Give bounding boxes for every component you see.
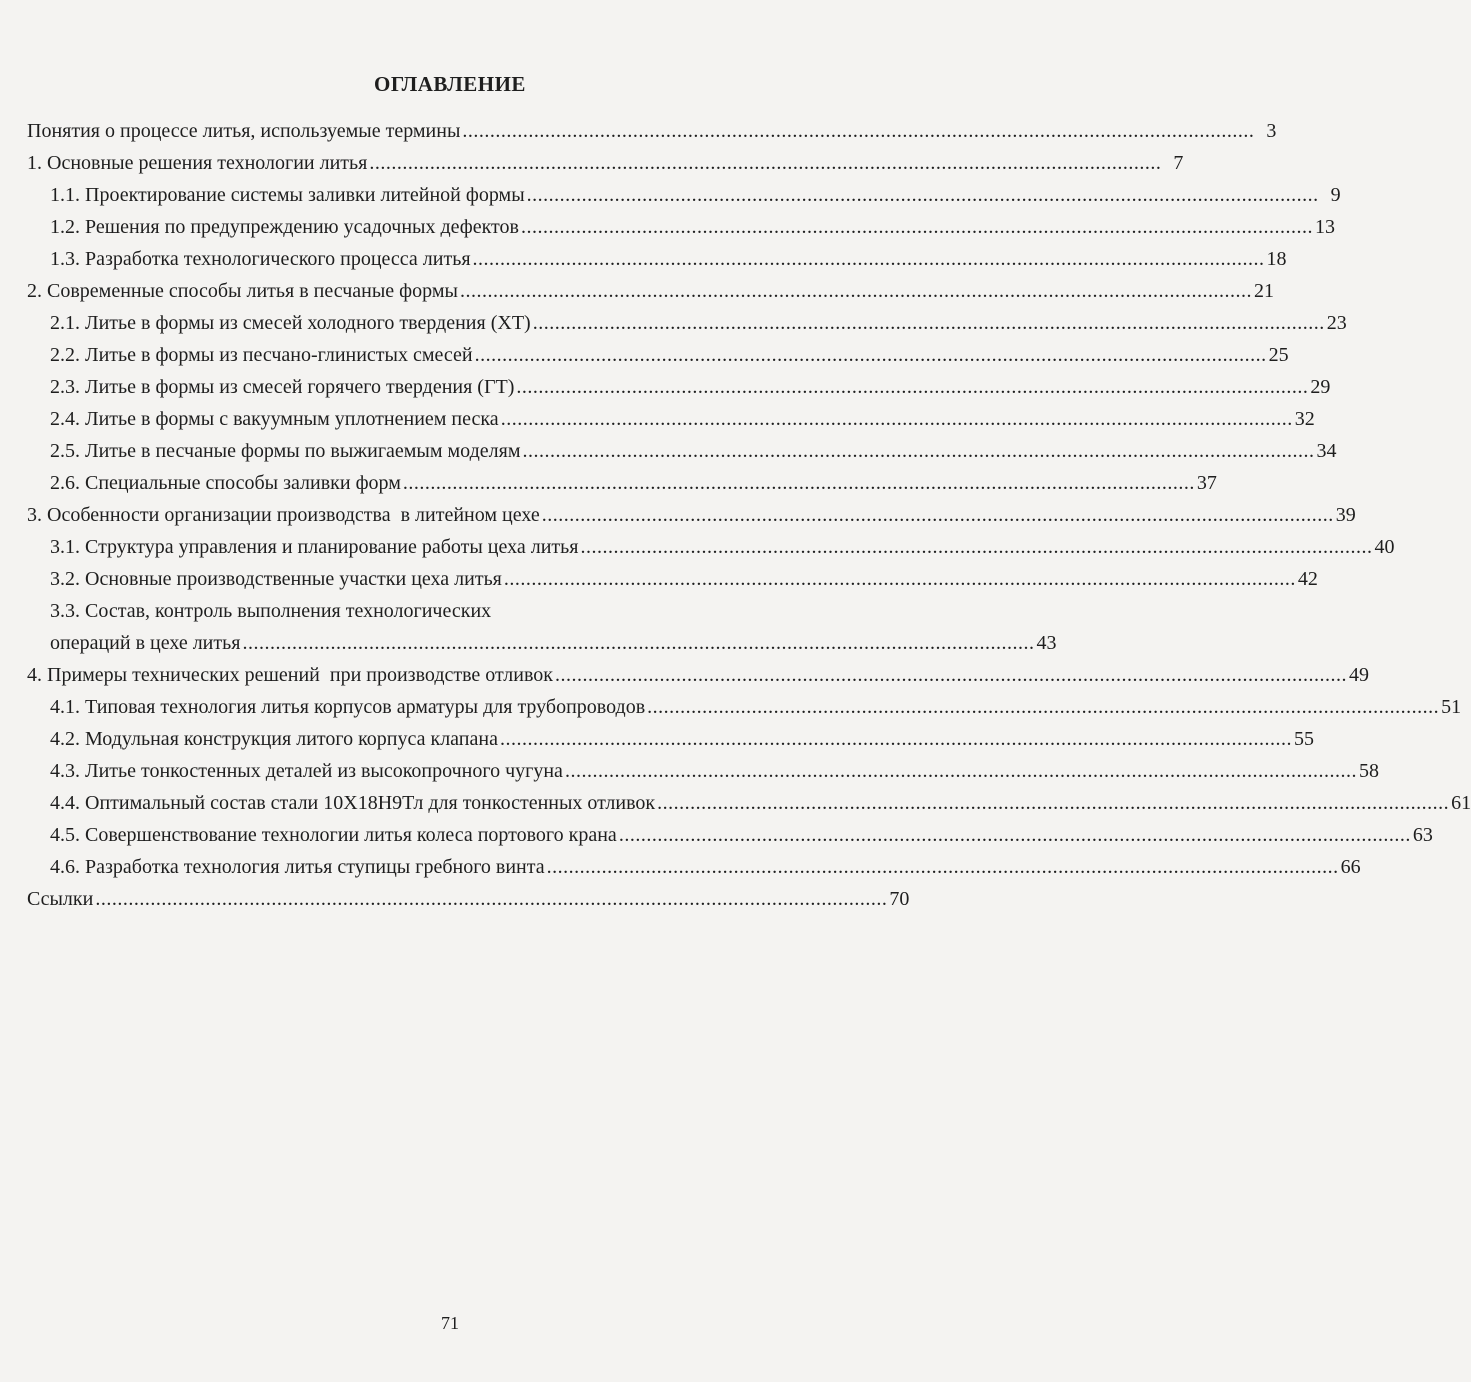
toc-leader-dots: ................................................................................................................................................	[500, 408, 1293, 430]
toc-leader-dots: ................................................................................................................................................	[618, 824, 1411, 846]
toc-entry-page: 55	[1293, 728, 1314, 750]
toc-entry-title: 4.5. Совершенствование технологии литья колеса портового крана	[50, 824, 617, 846]
toc-leader-dots: ................................................................................................................................................	[369, 152, 1162, 174]
toc-entry-page: 13	[1314, 216, 1335, 238]
toc-leader-dots: ................................................................................................................................................	[564, 760, 1357, 782]
toc-entry-page: 58	[1358, 760, 1379, 782]
toc-entry-page: 3	[1266, 120, 1277, 142]
toc-entry-title: Понятия о процессе литья, используемые термины	[27, 120, 461, 142]
toc-entry-title: 3.2. Основные производственные участки цеха литья	[50, 568, 502, 590]
toc-entry-page: 43	[1036, 632, 1057, 654]
toc-entry-title: 1. Основные решения технологии литья	[27, 152, 368, 174]
toc-entry-page: 39	[1335, 504, 1356, 526]
toc-entry-title: 2.1. Литье в формы из смесей холодного твердения (ХТ)	[50, 312, 531, 334]
toc-leader-dots: ................................................................................................................................................	[472, 248, 1265, 270]
toc-entry-page: 25	[1268, 344, 1289, 366]
toc-leader-dots: ................................................................................................................................................	[520, 216, 1313, 238]
toc-entry-page: 70	[889, 888, 910, 910]
toc-entry-title: 2.5. Литье в песчаные формы по выжигаемым моделям	[50, 440, 521, 462]
toc-leader-dots: ................................................................................................................................................	[242, 632, 1035, 654]
toc-entry-title: 2.6. Специальные способы заливки форм	[50, 472, 401, 494]
toc-entry-page: 9	[1330, 184, 1341, 206]
toc-leader-dots: ................................................................................................................................................	[541, 504, 1334, 526]
toc-entry-page: 51	[1441, 696, 1462, 718]
toc-entry-page: 49	[1349, 664, 1369, 686]
toc-entry-title: 4.6. Разработка технология литья ступицы гребного винта	[50, 856, 545, 878]
toc-leader-dots: ................................................................................................................................................	[503, 568, 1296, 590]
toc-entry-title: 3. Особенности организации производства в литейном цехе	[27, 504, 540, 526]
toc-leader-dots: ................................................................................................................................................	[516, 376, 1309, 398]
toc-entry-title: 2. Современные способы литья в песчаные формы	[27, 280, 458, 302]
toc-entry-page: 42	[1297, 568, 1318, 590]
toc-leader-dots: ................................................................................................................................................	[526, 184, 1319, 206]
toc-entry-title: 4.2. Модульная конструкция литого корпуса клапана	[50, 728, 498, 750]
toc-leader-dots: ................................................................................................................................................	[580, 536, 1373, 558]
toc-leader-dots: ................................................................................................................................................	[402, 472, 1195, 494]
toc-entry-title: 2.3. Литье в формы из смесей горячего твердения (ГТ)	[50, 376, 515, 398]
toc-entry-title: 4.4. Оптимальный состав стали 10Х18Н9Тл для тонкостенных отливок	[50, 792, 656, 814]
toc-leader-dots: ................................................................................................................................................	[474, 344, 1267, 366]
toc-entry-page: 61	[1451, 792, 1471, 814]
toc-entry-title: 4. Примеры технических решений при производстве отливок	[27, 664, 553, 686]
toc-entry-title: Ссылки	[27, 888, 94, 910]
toc-entry-title: 1.2. Решения по предупреждению усадочных дефектов	[50, 216, 519, 238]
toc-leader-dots: ................................................................................................................................................	[95, 888, 888, 910]
toc-entry-page: 32	[1294, 408, 1315, 430]
toc-leader-dots: ................................................................................................................................................	[546, 856, 1339, 878]
toc-leader-dots: ................................................................................................................................................	[522, 440, 1315, 462]
toc-entry-title: 4.3. Литье тонкостенных деталей из высокопрочного чугуна	[50, 760, 563, 782]
toc-entry-page: 37	[1196, 472, 1217, 494]
toc-entry-title: 4.1. Типовая технология литья корпусов арматуры для трубопроводов	[50, 696, 646, 718]
toc-leader-dots: ................................................................................................................................................	[499, 728, 1292, 750]
toc-entry-page: 66	[1340, 856, 1361, 878]
toc-entry-page: 34	[1316, 440, 1337, 462]
toc-leader-dots: ................................................................................................................................................	[647, 696, 1440, 718]
toc-entry-page: 7	[1173, 152, 1184, 174]
toc-leader-dots: ................................................................................................................................................	[462, 120, 1255, 142]
toc-leader-dots: ................................................................................................................................................	[657, 792, 1450, 814]
toc-entry-title: 1.3. Разработка технологического процесса литья	[50, 248, 471, 270]
toc-leader-dots: ................................................................................................................................................	[555, 664, 1347, 686]
toc-entry-title: операций в цехе литья	[50, 632, 241, 654]
toc-entry-title: 1.1. Проектирование системы заливки литейной формы	[50, 184, 525, 206]
toc-entry-title-line1: 3.3. Состав, контроль выполнения технологических	[50, 600, 492, 622]
toc-entry-title: 3.1. Структура управления и планирование работы цеха литья	[50, 536, 579, 558]
toc-entry-page: 29	[1310, 376, 1331, 398]
toc-entry-page: 23	[1326, 312, 1347, 334]
toc-entry-title: 2.2. Литье в формы из песчано-глинистых смесей	[50, 344, 473, 366]
toc-entry-page: 40	[1374, 536, 1395, 558]
page-title: ОГЛАВЛЕНИЕ	[374, 72, 526, 96]
toc-entry-page: 18	[1266, 248, 1287, 270]
page-number: 71	[441, 1313, 459, 1333]
toc-entry-page: 21	[1253, 280, 1274, 302]
toc-leader-dots: ................................................................................................................................................	[459, 280, 1252, 302]
toc-entry-title: 2.4. Литье в формы с вакуумным уплотнением песка	[50, 408, 499, 430]
toc-leader-dots: ................................................................................................................................................	[532, 312, 1325, 334]
toc-entry-page: 63	[1412, 824, 1433, 846]
